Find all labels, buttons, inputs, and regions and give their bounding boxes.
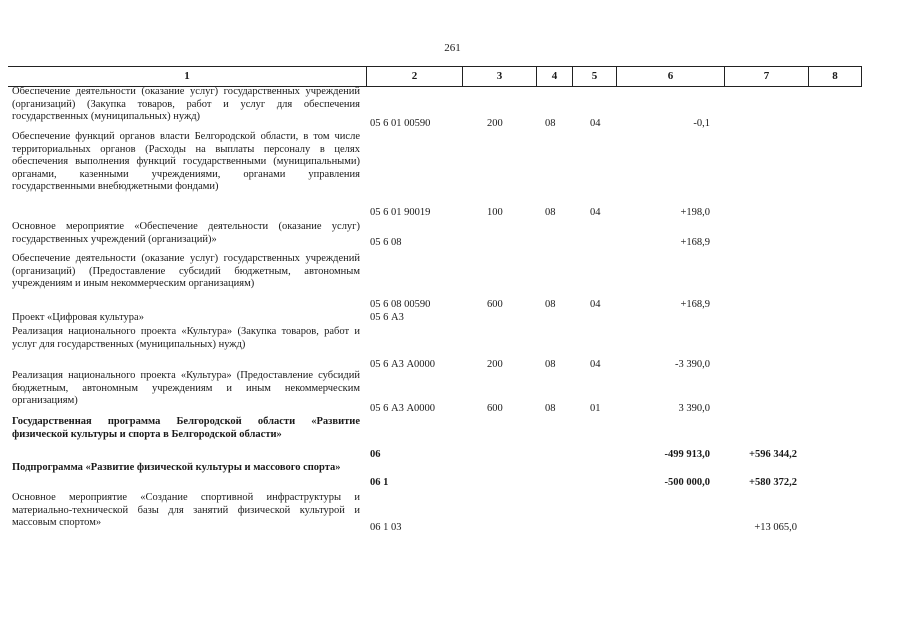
- row-description: Обеспечение функций органов власти Белгородской области, в том числе территориальных органов (Расходы на выплаты персоналу в целях обеспечения выполнения функций государственными (муниципальными) органами, казенными учреждениями, органами управления государственными внебюджетными фондами): [12, 131, 360, 192]
- row-section: 08: [545, 403, 556, 414]
- row-expense-type: 200: [487, 359, 503, 370]
- row-value-6: -500 000,0: [664, 477, 710, 488]
- row-code: 05 6 А3 А0000: [370, 403, 436, 414]
- row-description: Проект «Цифровая культура»: [12, 312, 144, 323]
- row-description: Подпрограмма «Развитие физической культуры и массового спорта»: [12, 462, 341, 473]
- row-value-6: +198,0: [680, 207, 710, 218]
- row-expense-type: 200: [487, 118, 503, 129]
- row-section: 08: [545, 207, 556, 218]
- row-value-6: +168,9: [680, 299, 710, 310]
- column-header-4: 4: [536, 67, 572, 86]
- row-subsection: 04: [590, 299, 601, 310]
- row-code: 05 6 01 90019: [370, 207, 431, 218]
- row-value-6: 3 390,0: [678, 403, 710, 414]
- row-subsection: 04: [590, 207, 601, 218]
- column-header-1: 1: [184, 70, 190, 82]
- row-value-6: -499 913,0: [664, 449, 710, 460]
- row-description: Обеспечение деятельности (оказание услуг) государственных учреждений (организаций) (Закупка товаров, работ и услуг для обеспечения государственных (муниципальных) нужд): [12, 86, 360, 122]
- row-value-7: +596 344,2: [749, 449, 797, 460]
- row-value-6: -0,1: [693, 118, 710, 129]
- row-subsection: 01: [590, 403, 601, 414]
- row-code: 06 1: [370, 477, 389, 488]
- row-expense-type: 600: [487, 299, 503, 310]
- row-value-6: +168,9: [680, 237, 710, 248]
- row-subsection: 04: [590, 118, 601, 129]
- row-section: 08: [545, 359, 556, 370]
- row-description: Реализация национального проекта «Культура» (Закупка товаров, работ и услуг для государственных (муниципальных) нужд): [12, 326, 360, 350]
- row-code: 06 1 03: [370, 522, 402, 533]
- table-header: [8, 66, 862, 87]
- row-description: Основное мероприятие «Создание спортивной инфраструктуры и материально-технической базы для занятий физической культурой и массовым спортом»: [12, 492, 360, 528]
- row-code: 05 6 08 00590: [370, 299, 431, 310]
- row-code: 06: [370, 449, 381, 460]
- row-value-7: +580 372,2: [749, 477, 797, 488]
- column-header-6: 6: [616, 67, 724, 86]
- row-description: Реализация национального проекта «Культура» (Предоставление субсидий бюджетным, автономным учреждениям и иным некоммерческим организациям): [12, 370, 360, 406]
- row-section: 08: [545, 299, 556, 310]
- column-header-5: 5: [572, 67, 616, 86]
- row-code: 05 6 01 00590: [370, 118, 431, 129]
- row-section: 08: [545, 118, 556, 129]
- row-value-6: -3 390,0: [675, 359, 710, 370]
- page-number: 261: [444, 42, 461, 54]
- row-code: 05 6 А3: [370, 312, 404, 323]
- row-description: Обеспечение деятельности (оказание услуг) государственных учреждений (организаций) (Предоставление субсидий бюджетным, автономным учреждениям и иным некоммерческим организациям): [12, 253, 360, 289]
- column-header-7: 7: [724, 67, 808, 86]
- row-value-7: +13 065,0: [754, 522, 797, 533]
- row-subsection: 04: [590, 359, 601, 370]
- row-description: Основное мероприятие «Обеспечение деятельности (оказание услуг) государственных учреждений (организаций)»: [12, 221, 360, 245]
- column-header-8: 8: [808, 67, 862, 86]
- column-header-2: 2: [366, 67, 462, 86]
- row-description: Государственная программа Белгородской области «Развитие физической культуры и спорта в Белгородской области»: [12, 416, 360, 440]
- row-expense-type: 100: [487, 207, 503, 218]
- row-code: 05 6 А3 А0000: [370, 359, 436, 370]
- row-expense-type: 600: [487, 403, 503, 414]
- row-code: 05 6 08: [370, 237, 402, 248]
- column-header-3: 3: [462, 67, 536, 86]
